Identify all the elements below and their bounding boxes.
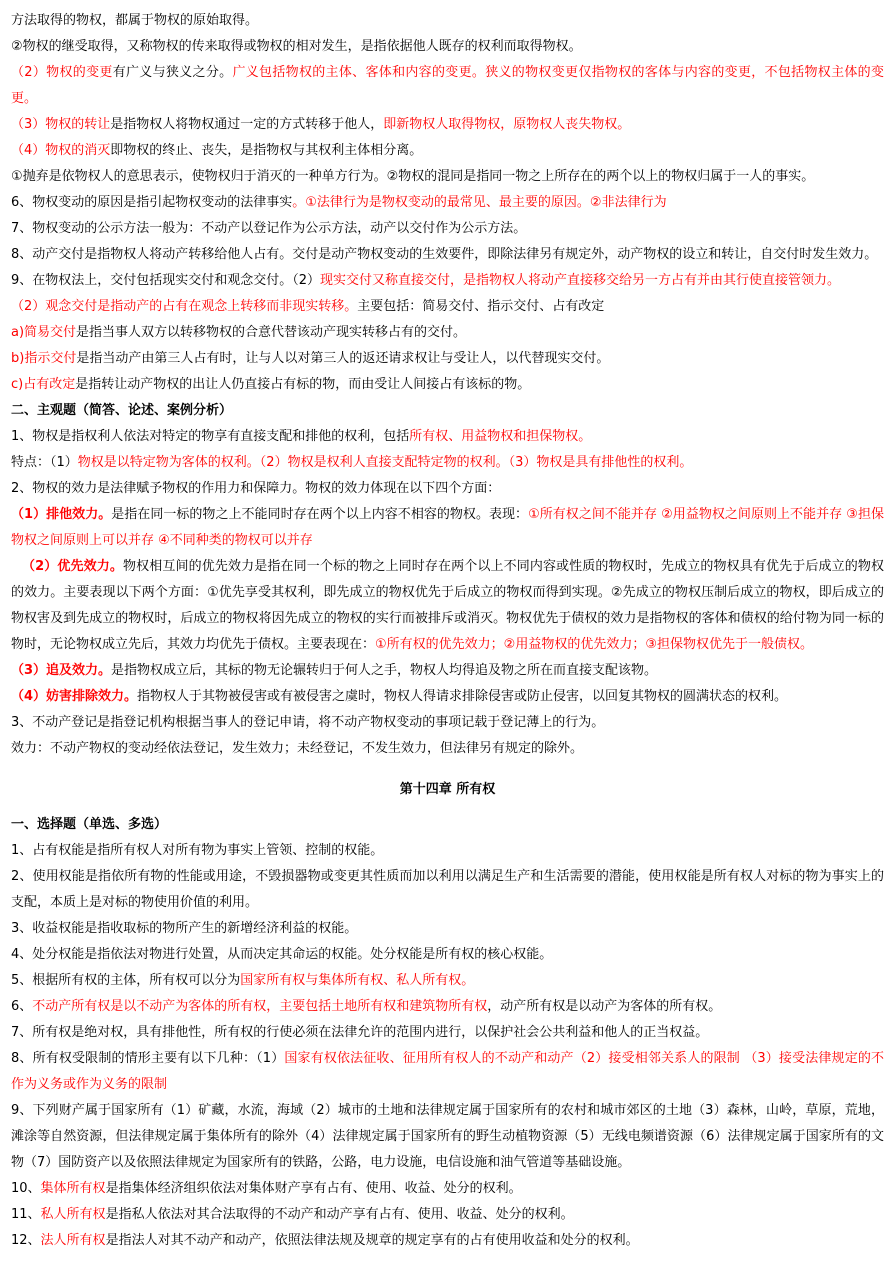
text-segment: （3）物权的转让 (11, 117, 111, 132)
text-segment: 物权相互间的优先效力是指在同一个标的物之上同时存在两个以上不同内容或性质的物权时，先成立的物权具有优先于后成立的物权的效力。主要表现以下两个方面：①优先享受其权利，即先成立的物权优先于后成立的物权而得到实现。②先成立的物权压制后成立的物权，即后成立的物权害及到先成立的物权时，后成立的物权将因先成立的物权的实行而被排斥或消灭。物权优先于债权的效力是指物权的客体和债权的给付物为同一标的物时，无论物权成立先后，其效力均优先于债权。主要表现在： (11, 559, 884, 652)
paragraph (11, 1176, 884, 1202)
text-segment: 8、动产交付是指物权人将动产转移给他人占有。交付是动产物权变动的生效要件，即除法律另有规定外，动产物权的设立和转让，自交付时发生效力。 (11, 247, 878, 262)
paragraph (11, 684, 884, 710)
text-segment: 现实交付又称直接交付，是指物权人将动产直接移交给另一方占有并由其行使直接管领力。 (320, 273, 841, 288)
paragraph (11, 8, 884, 34)
paragraph (11, 294, 884, 320)
text-segment: ①所有权之间不能并存 ②用益物权之间原则上不能并存 ③担保物权之间原则上可以并存 ④不同种类的物权可以并存 (11, 507, 884, 548)
paragraph (11, 450, 884, 476)
text-segment: 是指物权人将物权通过一定的方式转移于他人， (110, 117, 384, 132)
text-segment: 9、下列财产属于国家所有（1）矿藏，水流，海域（2）城市的土地和法律规定属于国家所有的农村和城市郊区的土地（3）森林，山岭，草原，荒地，滩涂等自然资源，但法律规定属于集体所有的除外（4）法律规定属于国家所有的野生动植物资源（5）无线电频谱资源（6）法律规定属于国家所有的文物（7）国防资产以及依照法律规定为国家所有的铁路，公路，电力设施，电信设施和油气管道等基础设施。 (11, 1103, 884, 1170)
paragraph (11, 1202, 884, 1228)
paragraph (11, 916, 884, 942)
text-segment: 不动产所有权是以不动产为客体的所有权，主要包括土地所有权和建筑物所有权 (32, 999, 488, 1014)
text-segment: 指物权人于其物被侵害或有被侵害之虞时，物权人得请求排除侵害或防止侵害，以回复其物权的圆满状态的权利。 (137, 689, 788, 704)
text-segment: 6、 (11, 999, 33, 1014)
text-segment: （2）物权的变更 (11, 65, 113, 80)
paragraph (11, 60, 884, 112)
paragraph (11, 502, 884, 554)
paragraph (11, 968, 884, 994)
text-segment: 3、不动产登记是指登记机构根据当事人的登记申请，将不动产物权变动的事项记载于登记薄上的行为。 (11, 715, 605, 730)
text-segment: 是指法人对其不动产和动产，依照法律法规及规章的规定享有的占有使用收益和处分的权利。 (105, 1233, 639, 1248)
paragraph (11, 372, 884, 398)
text-segment: 。①法律行为是物权变动的最常见、最主要的原因。②非法律行为 (292, 195, 667, 210)
text-segment: 2、物权的效力是法律赋予物权的作用力和保障力。物权的效力体现在以下四个方面： (11, 481, 501, 496)
text-segment: 3、收益权能是指收取标的物所产生的新增经济利益的权能。 (11, 921, 358, 936)
text-segment: a)简易交付 (11, 325, 77, 340)
text-segment: b)指示交付 (11, 351, 77, 366)
text-segment: 是指私人依法对其合法取得的不动产和动产享有占有、使用、收益、处分的权利。 (105, 1207, 574, 1222)
paragraph (11, 864, 884, 916)
paragraph (11, 838, 884, 864)
text-segment: 7、物权变动的公示方法一般为：不动产以登记作为公示方法，动产以交付作为公示方法。 (11, 221, 527, 236)
text-segment: 是指集体经济组织依法对集体财产享有占有、使用、收益、处分的权利。 (105, 1181, 522, 1196)
paragraph (11, 554, 884, 658)
text-segment: 即物权的终止、丧失，是指物权与其权利主体相分离。 (110, 143, 423, 158)
text-segment: 10、 (11, 1181, 41, 1196)
text-segment: 5、根据所有权的主体，所有权可以分为 (11, 973, 241, 988)
text-segment: 物权是以特定物为客体的权利。 (77, 455, 260, 470)
text-segment: 集体所有权 (40, 1181, 106, 1196)
paragraph (11, 242, 884, 268)
paragraph (11, 164, 884, 190)
paragraph (11, 658, 884, 684)
text-segment: 7、所有权是绝对权，具有排他性，所有权的行使必须在法律允许的范围内进行，以保护社会公共利益和他人的正当权益。 (11, 1025, 709, 1040)
text-segment: 是指当动产由第三人占有时，让与人以对第三人的返还请求权让与受让人，以代替现实交付。 (76, 351, 610, 366)
text-segment: 12、 (11, 1233, 41, 1248)
text-segment: ①所有权的优先效力；②用益物权的优先效力；③担保物权优先于一般债权。 (375, 637, 813, 652)
text-segment: 广义包括物权的主体、客体和内容的变更。狭义的物权变更仅指物权的客体与内容的变更，不包括物权主体的变更。 (11, 65, 884, 106)
text-segment: 国家有权依法征收、征用所有权人的不动产和动产（2）接受相邻关系人的限制 （3）接受法律规定的不作为义务或作为义务的限制 (11, 1051, 884, 1092)
paragraph (11, 710, 884, 736)
paragraph (11, 216, 884, 242)
text-segment: 特点：（1） (11, 455, 78, 470)
paragraph (11, 736, 884, 762)
text-segment: 二、主观题（简答、论述、案例分析） (11, 403, 233, 418)
text-segment: 4、处分权能是指依法对物进行处置，从而决定其命运的权能。处分权能是所有权的核心权能。 (11, 947, 553, 962)
text-segment: 11、 (11, 1207, 41, 1222)
text-segment: 9、在物权法上，交付包括现实交付和观念交付。（2） (11, 273, 321, 288)
text-segment: 是指转让动产物权的出让人仍直接占有标的物，而由受让人间接占有该标的物。 (75, 377, 531, 392)
text-segment: （1）排他效力。 (11, 507, 112, 522)
paragraph (11, 138, 884, 164)
text-segment: （2）优先效力。 (22, 559, 124, 574)
section-heading (11, 812, 884, 838)
text-segment: 私人所有权 (40, 1207, 106, 1222)
text-segment: ②物权的继受取得，又称物权的传来取得或物权的相对发生，是指依据他人既存的权利而取得物权。 (11, 39, 582, 54)
text-segment: （2） (259, 455, 288, 470)
text-segment: （4）物权的消灭 (11, 143, 111, 158)
text-segment: 物权是权利人直接支配特定物的权利。（3）物权是具有排他性的权利。 (287, 455, 693, 470)
text-segment: 即新物权人取得物权，原物权人丧失物权。 (383, 117, 631, 132)
text-segment: 2、使用权能是指依所有物的性能或用途，不毁损器物或变更其性质而加以利用以满足生产和生活需要的潜能，使用权能是所有权人对标的物为事实上的支配，本质上是对标的物使用价值的利用。 (11, 869, 884, 910)
paragraph (11, 112, 884, 138)
paragraph (11, 1098, 884, 1176)
text-segment: 第十四章 所有权 (399, 782, 496, 797)
text-segment: 国家所有权与集体所有权、私人所有权。 (240, 973, 475, 988)
text-segment: 6、物权变动的原因是指引起物权变动的法律事实 (11, 195, 293, 210)
text-segment: 1、物权是指权利人依法对特定的物享有直接支配和排他的权利，包括 (11, 429, 410, 444)
text-segment: ，动产所有权是以动产为客体的所有权。 (487, 999, 722, 1014)
text-segment: 有广义与狭义之分。 (112, 65, 233, 80)
chapter-heading (11, 777, 884, 803)
text-segment: （3）追及效力。 (11, 663, 112, 678)
paragraph (11, 320, 884, 346)
paragraph (11, 994, 884, 1020)
paragraph (11, 424, 884, 450)
text-segment: ①抛弃是依物权人的意思表示，使物权归于消灭的一种单方行为。②物权的混同是指同一物之上所存在的两个以上的物权归属于一人的事实。 (11, 169, 815, 184)
paragraph (11, 1228, 884, 1254)
text-segment: 方法取得的物权，都属于物权的原始取得。 (11, 13, 259, 28)
section-heading (11, 398, 884, 424)
text-segment: 是指当事人双方以转移物权的合意代替该动产现实转移占有的交付。 (76, 325, 467, 340)
text-segment: 一、选择题（单选、多选） (11, 817, 168, 832)
text-segment: （4）妨害排除效力。 (11, 689, 138, 704)
text-segment: c)占有改定 (11, 377, 76, 392)
paragraph (11, 476, 884, 502)
paragraph (11, 190, 884, 216)
text-segment: 8、所有权受限制的情形主要有以下几种：（1） (11, 1051, 285, 1066)
text-segment: 法人所有权 (40, 1233, 106, 1248)
text-segment: 效力：不动产物权的变动经依法登记，发生效力；未经登记，不发生效力，但法律另有规定的除外。 (11, 741, 584, 756)
paragraph (11, 346, 884, 372)
text-segment: 主要包括：简易交付、指示交付、占有改定 (357, 299, 605, 314)
paragraph (11, 34, 884, 60)
text-segment: 是指物权成立后，其标的物无论辗转归于何人之手，物权人均得追及物之所在而直接支配该物。 (111, 663, 658, 678)
text-segment: （2）观念交付是指动产的占有在观念上转移而非现实转移。 (11, 299, 358, 314)
text-segment: 1、占有权能是指所有权人对所有物为事实上管领、控制的权能。 (11, 843, 384, 858)
text-segment: 是指在同一标的物之上不能同时存在两个以上内容不相容的物权。表现： (111, 507, 529, 522)
paragraph (11, 1020, 884, 1046)
paragraph (11, 268, 884, 294)
paragraph (11, 1046, 884, 1098)
text-segment: 所有权、用益物权和担保物权。 (409, 429, 592, 444)
paragraph (11, 942, 884, 968)
